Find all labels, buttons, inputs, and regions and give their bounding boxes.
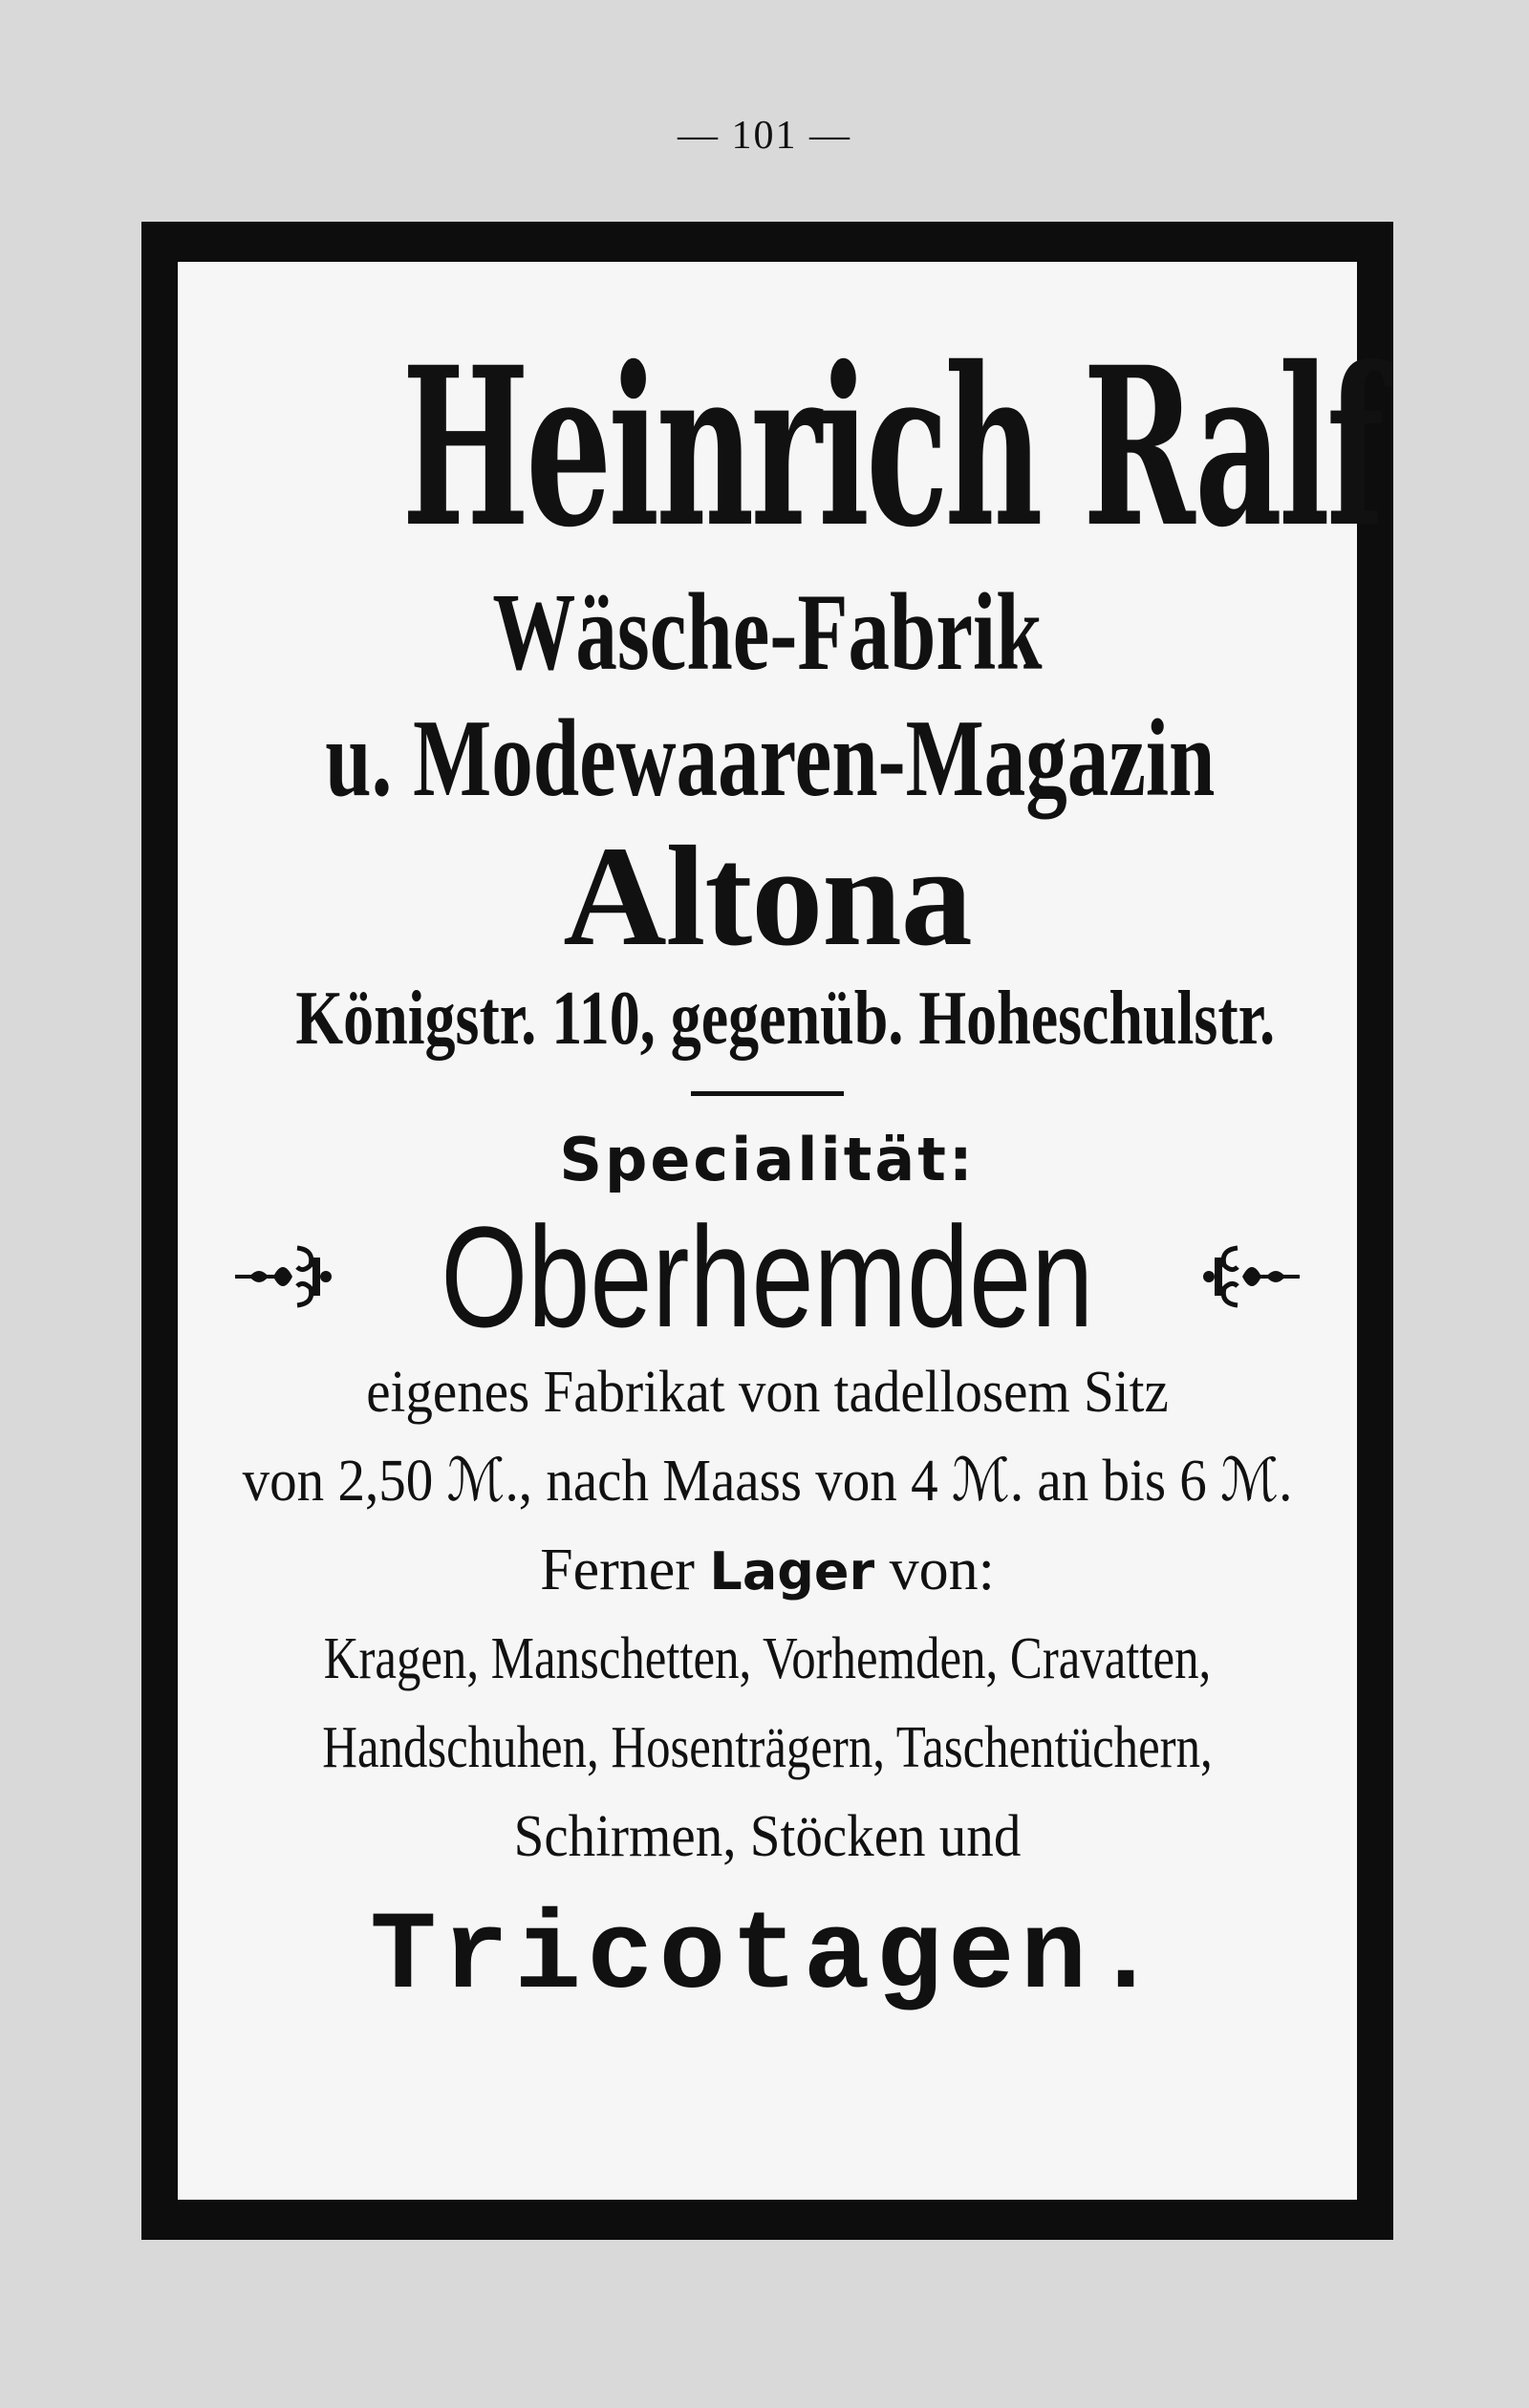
description-price-line: von 2,50 ℳ., nach Maass von 4 ℳ. an bis 6 ℳ. xyxy=(242,1449,1293,1515)
company-name: Heinrich Ralf xyxy=(401,319,1382,575)
page-number: — 101 — xyxy=(678,114,851,158)
description-prefix: Ferner xyxy=(540,1537,695,1603)
featured-item-row xyxy=(178,1196,1357,1358)
description-bold-word: Lager xyxy=(709,1541,875,1602)
description-line-3 xyxy=(178,1526,1357,1615)
right-ornament-icon xyxy=(1199,1229,1304,1324)
advertisement-frame xyxy=(141,222,1393,2240)
closing-product-word: Tricotagen. xyxy=(370,1894,1165,2021)
specialty-label: Specialität: xyxy=(559,1124,976,1194)
item-list-line-2: Handschuhen, Hosenträgern, Taschentüchern, xyxy=(322,1715,1213,1781)
item-list-line-1: Kragen, Manschetten, Vorhemden, Cravatten, xyxy=(323,1626,1212,1692)
business-type-line-2: u. Modewaaren-Magazin xyxy=(325,698,1216,821)
divider-rule xyxy=(691,1091,844,1096)
item-list-line-3: Schirmen, Stöcken und xyxy=(513,1804,1022,1870)
advertisement-body xyxy=(178,262,1382,2200)
featured-item: Oberhemden xyxy=(441,1196,1094,1358)
street-address: Königstr. 110, gegenüb. Hoheschulstr. xyxy=(295,976,1276,1061)
left-ornament-icon xyxy=(230,1229,335,1324)
description-line-1: eigenes Fabrikat von tadellosem Sitz xyxy=(366,1360,1169,1426)
city-name: Altona xyxy=(563,817,972,977)
description-suffix: von: xyxy=(889,1537,995,1603)
business-type-line-1: Wäsche-Fabrik xyxy=(492,571,1043,694)
